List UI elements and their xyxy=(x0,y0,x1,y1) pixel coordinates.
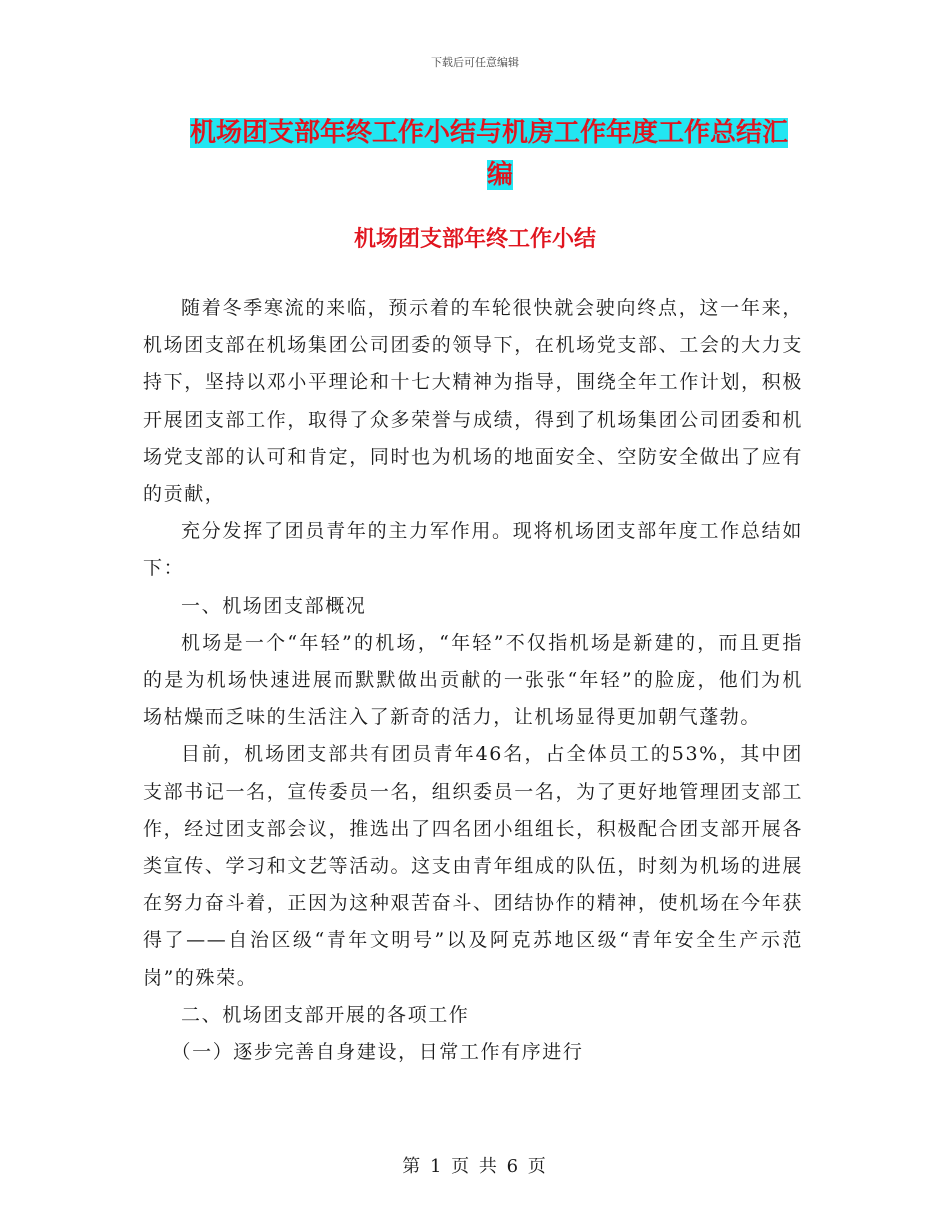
heading-overview: 一、机场团支部概况 xyxy=(181,594,367,617)
document-title xyxy=(190,112,810,196)
page-footer: 第 1 页 共 6 页 xyxy=(402,1156,548,1177)
paragraph: 目前，机场团支部共有团员青年46名，占全体员工的53%，其中团支部书记一名，宣传委员一名，组织委员一名，为了更好地管理团支部工作，经过团支部会议，推选出了四名团小组组长，积极配合团支部开展各类宣传、学习和文艺等活动。这支由青年组成的队伍，时刻为机场的进展在努力奋斗着，正因为这种艰苦奋斗、团结协作的精神，使机场在今年获得了——自治区级“青年文明号”以及阿克苏地区级“青年安全生产示范岗”的殊荣。 xyxy=(143,743,803,989)
title-line-2: 编 xyxy=(486,160,513,190)
section-title: 机场团支部年终工作小结 xyxy=(353,227,596,252)
subheading: （一）逐步完善自身建设，日常工作有序进行 xyxy=(171,1041,584,1064)
heading-work: 二、机场团支部开展的各项工作 xyxy=(181,1003,470,1026)
paragraph: 充分发挥了团员青年的主力军作用。现将机场团支部年度工作总结如下： xyxy=(143,520,803,580)
header-note: 下载后可任意编辑 xyxy=(431,56,519,69)
paragraph: 随着冬季寒流的来临，预示着的车轮很快就会驶向终点，这一年来，机场团支部在机场集团公司团委的领导下，在机场党支部、工会的大力支持下，坚持以邓小平理论和十七大精神为指导，围绕全年工作计划，积极开展团支部工作，取得了众多荣誉与成绩，得到了机场集团公司团委和机场党支部的认可和肯定，同时也为机场的地面安全、空防安全做出了应有的贡献， xyxy=(143,297,803,506)
paragraph: 机场是一个“年轻”的机场，“年轻”不仅指机场是新建的，而且更指的是为机场快速进展而默默做出贡献的一张张“年轻”的脸庞，他们为机场枯燥而乏味的生活注入了新奇的活力，让机场显得更加朝气蓬勃。 xyxy=(143,631,803,729)
body-text xyxy=(143,290,803,1071)
title-line-1: 机场团支部年终工作小结与机房工作年度工作总结汇 xyxy=(190,118,789,148)
